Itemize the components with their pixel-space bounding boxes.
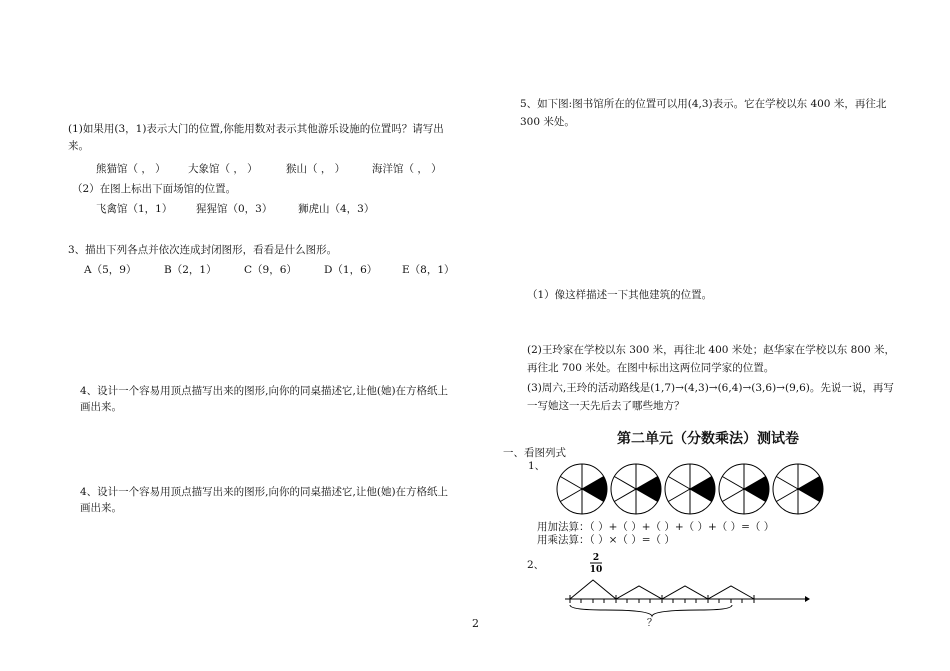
point-c: C（9，6） [244, 264, 297, 276]
axis-arrow [805, 596, 810, 602]
number-line-diagram [560, 552, 820, 632]
section-heading: 一、看图列式 [503, 447, 566, 459]
fraction-circle [719, 464, 769, 514]
point-b: B（2，1） [164, 264, 217, 276]
venue-monkey: 猴山（ ， ） [286, 163, 346, 175]
fraction-denominator: 10 [589, 565, 603, 575]
venue-panda: 熊猫馆（ ， ） [96, 163, 166, 175]
shaded-sector [582, 477, 607, 502]
addition-line: 用加法算：（ ）+（ ）+（ ）+（ ）+（ ）=（ ） [537, 521, 775, 533]
fraction-circle [557, 464, 607, 514]
fraction-circle [773, 464, 823, 514]
multiplication-line: 用乘法算：（ ）×（ ）=（ ） [537, 534, 675, 546]
question-5: 5、如下图:图书馆所在的位置可以用(4,3)表示。它在学校以东 400 米，再往北 300 米处。 [520, 98, 887, 128]
point-e: E（8，1） [402, 264, 455, 276]
fraction-circles [555, 459, 855, 519]
site-orangutan: 猩猩馆（0，3） [196, 203, 273, 215]
shaded-sector [636, 477, 661, 502]
question-1-part2: （2）在图上标出下面场馆的位置。 [72, 183, 237, 195]
brace [570, 605, 732, 616]
question-4b: 4、设计一个容易用顶点描写出来的图形,向你的同桌描述它,让他(她)在方格纸上画出来。 [80, 486, 449, 514]
fraction-numerator: 2 [592, 553, 600, 563]
site-bird: 飞禽馆（1，1） [96, 203, 173, 215]
site-lion: 狮虎山（4，3） [298, 203, 375, 215]
item-1-label: 1、 [528, 460, 546, 472]
page-number: 2 [472, 617, 479, 630]
question-1-intro: (1)如果用(3，1)表示大门的位置,你能用数对表示其他游乐设施的位置吗？请写出来。 [68, 123, 444, 152]
fraction-circle [665, 464, 715, 514]
venue-ocean: 海洋馆（ ， ） [372, 163, 442, 175]
shaded-sector [690, 477, 715, 502]
question-5-part1: （1）像这样描述一下其他建筑的位置。 [527, 289, 713, 301]
item-2-label: 2、 [527, 559, 545, 571]
unit-2-title: 第二单元（分数乘法）测试卷 [617, 431, 799, 447]
point-a: A（5，9） [84, 264, 137, 276]
question-3: 3、描出下列各点并依次连成封闭图形，看看是什么图形。 [68, 244, 338, 256]
question-5-part3: (3)周六,王玲的活动路线是(1,7)→(4,3)→(6,4)→(3,6)→(9,6)。先说一说，再写一写她这一天先后去了哪些地方？ [527, 382, 894, 412]
shaded-sector [744, 477, 769, 502]
shaded-sector [798, 477, 823, 502]
question-5-part2: (2)王玲家在学校以东 300 米，再往北 400 米处；赵华家在学校以东 800 米，再往北 700 米处。在图中标出这两位同学家的位置。 [527, 344, 896, 374]
question-mark: ？ [647, 618, 657, 629]
fraction-circle [611, 464, 661, 514]
point-d: D（1，6） [324, 264, 378, 276]
venue-elephant: 大象馆（ ， ） [188, 163, 258, 175]
question-4a: 4、设计一个容易用顶点描写出来的图形,向你的同桌描述它,让他(她)在方格纸上画出来。 [80, 385, 449, 413]
